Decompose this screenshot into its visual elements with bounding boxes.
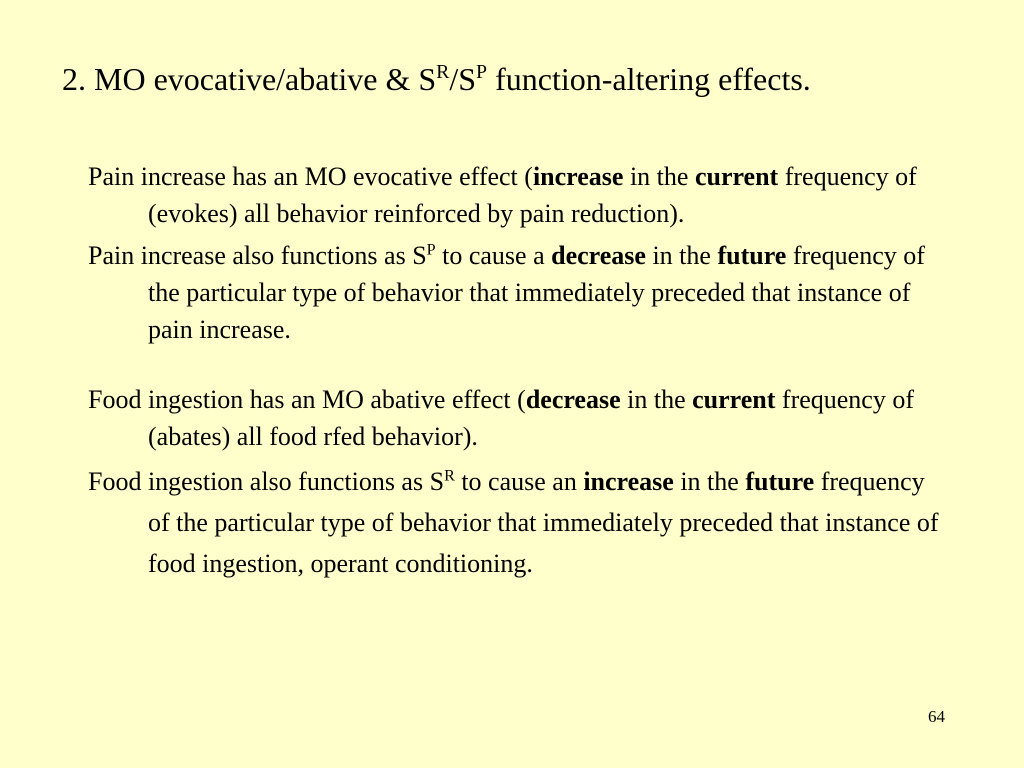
text-run: in the bbox=[673, 467, 746, 496]
bold-term-increase: increase bbox=[532, 162, 624, 191]
paragraph-pain-evocative bbox=[88, 158, 948, 232]
paragraph-food-reinforcer bbox=[88, 461, 948, 584]
bold-term-decrease: decrease bbox=[551, 241, 646, 270]
bold-term-decrease: decrease bbox=[525, 385, 621, 414]
page-number: 64 bbox=[928, 707, 945, 726]
bold-term-current: current bbox=[692, 385, 776, 414]
title-text-mid: /S bbox=[449, 61, 477, 97]
superscript-p: P bbox=[426, 241, 436, 259]
paragraph-pain-punisher bbox=[88, 237, 948, 348]
title-superscript-p: P bbox=[476, 61, 488, 84]
title-text-prefix: 2. MO evocative/abative & S bbox=[62, 61, 437, 97]
bold-term-future: future bbox=[717, 241, 787, 270]
slide-title bbox=[62, 54, 1000, 104]
title-superscript-r: R bbox=[436, 61, 450, 84]
text-run: Food ingestion also functions as S bbox=[88, 467, 445, 496]
bold-term-increase: increase bbox=[583, 467, 674, 496]
slide-body bbox=[88, 158, 948, 584]
text-run: to cause a bbox=[435, 241, 552, 270]
text-run: frequency of (abates) all food rfed behavior). bbox=[148, 385, 915, 451]
bold-term-future: future bbox=[745, 467, 815, 496]
text-run: Pain increase also functions as S bbox=[88, 241, 427, 270]
text-run: to cause an bbox=[454, 467, 584, 496]
text-run: frequency of the particular type of behavior that immediately preceded that instance of pain increase. bbox=[148, 241, 925, 344]
bold-term-current: current bbox=[694, 162, 779, 191]
text-run: frequency of (evokes) all behavior reinforced by pain reduction). bbox=[148, 162, 917, 228]
superscript-r: R bbox=[444, 467, 455, 485]
text-run: in the bbox=[620, 385, 693, 414]
title-text-suffix: function-altering effects. bbox=[487, 61, 811, 97]
text-run: Food ingestion has an MO abative effect ( bbox=[88, 385, 526, 414]
paragraph-food-abative bbox=[88, 381, 948, 455]
text-run: Pain increase has an MO evocative effect ( bbox=[88, 162, 533, 191]
text-run: in the bbox=[645, 241, 718, 270]
text-run: frequency of the particular type of behavior that immediately preceded that instance of food ingestion, operant conditioning. bbox=[148, 467, 939, 578]
text-run: in the bbox=[623, 162, 695, 191]
